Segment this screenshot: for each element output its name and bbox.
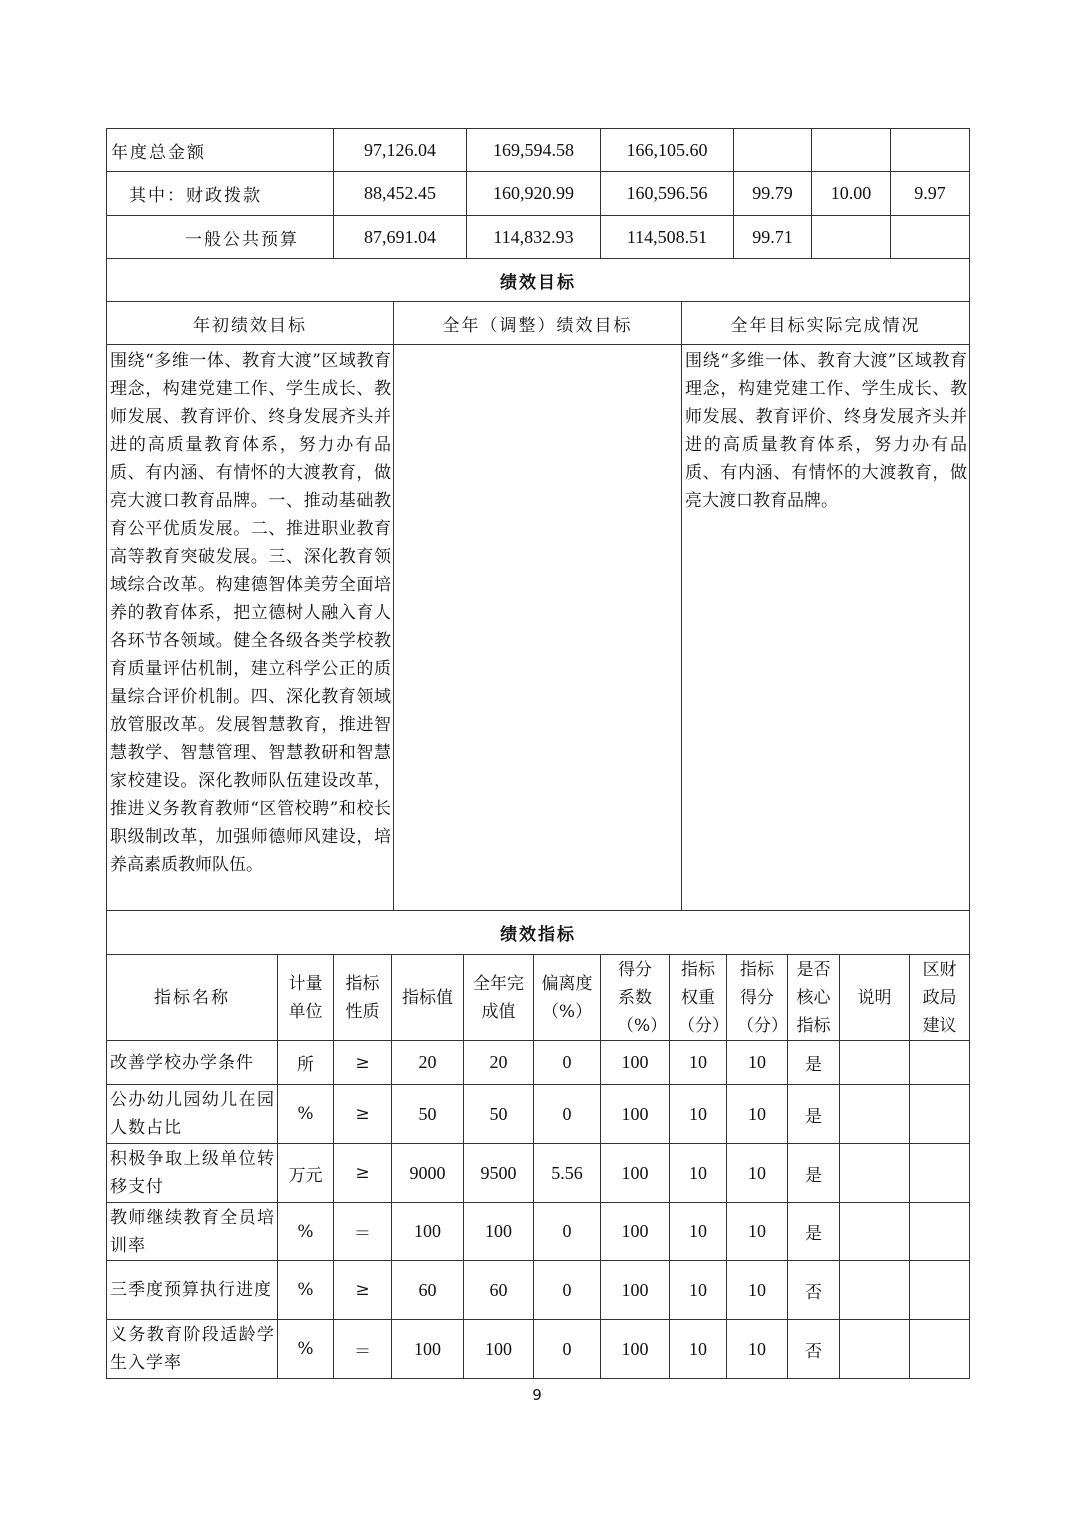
header-indicator-name: 指标名称: [107, 955, 278, 1041]
budget-rate: 99.71: [734, 216, 812, 259]
indicator-row: [107, 1261, 970, 1320]
indicator-name: 三季度预算执行进度: [107, 1261, 278, 1320]
header-coefficient: 得分系数（%）: [601, 955, 670, 1041]
indicator-nature: ≥: [334, 1261, 392, 1320]
budget-rate: 99.79: [734, 172, 812, 216]
indicator-deviation: 0: [534, 1041, 601, 1085]
indicator-unit: 万元: [278, 1144, 334, 1203]
indicator-actual: 60: [464, 1261, 534, 1320]
indicator-advice: [910, 1144, 970, 1203]
indicator-deviation: 5.56: [534, 1144, 601, 1203]
indicator-deviation: 0: [534, 1320, 601, 1379]
header-core: 是否核心指标: [788, 955, 840, 1041]
budget-value: 169,594.58: [467, 129, 601, 172]
indicator-name: 公办幼儿园幼儿在园人数占比: [107, 1085, 278, 1144]
indicator-target: 100: [392, 1320, 464, 1379]
indicator-unit: 所: [278, 1041, 334, 1085]
indicator-nature: ≥: [334, 1144, 392, 1203]
indicator-note: [840, 1320, 910, 1379]
initial-goal-text: 围绕“多维一体、教育大渡”区域教育理念，构建党建工作、学生成长、教师发展、教育评价、终身发展齐头并进的高质量教育体系，努力办有品质、有内涵、有情怀的大渡教育，做亮大渡口教育品牌。一、推动基础教育公平优质发展。二、推进职业教育高等教育突破发展。三、深化教育领域综合改革。构建德智体美劳全面培养的教育体系，把立德树人融入育人各环节各领域。健全各级各类学校教育质量评估机制，建立科学公正的质量综合评价机制。四、深化教育领域放管服改革。发展智慧教育，推进智慧教学、智慧管理、智慧教研和智慧家校建设。深化教师队伍建设改革，推进义务教育教师“区管校聘”和校长职级制改革，加强师德师风建设，培养高素质教师队伍。: [107, 345, 394, 911]
indicator-note: [840, 1261, 910, 1320]
indicator-target: 50: [392, 1085, 464, 1144]
indicator-actual: 100: [464, 1320, 534, 1379]
budget-row-public: [107, 216, 970, 259]
indicator-advice: [910, 1203, 970, 1261]
header-weight: 指标权重（分）: [670, 955, 727, 1041]
indicator-actual: 50: [464, 1085, 534, 1144]
indicator-weight: 10: [670, 1144, 727, 1203]
indicator-target: 9000: [392, 1144, 464, 1203]
indicator-note: [840, 1041, 910, 1085]
indicator-score: 10: [727, 1041, 788, 1085]
header-nature: 指标性质: [334, 955, 392, 1041]
header-actual: 全年完成值: [464, 955, 534, 1041]
col-actual-completion: 全年目标实际完成情况: [682, 302, 970, 345]
indicator-target: 60: [392, 1261, 464, 1320]
budget-value: 87,691.04: [334, 216, 467, 259]
indicator-core: 是: [788, 1144, 840, 1203]
budget-value: 166,105.60: [601, 129, 734, 172]
indicators-section-title: 绩效指标: [107, 911, 970, 955]
budget-value: 97,126.04: [334, 129, 467, 172]
indicator-deviation: 0: [534, 1261, 601, 1320]
indicator-target: 20: [392, 1041, 464, 1085]
goals-section-title: 绩效目标: [107, 259, 970, 302]
header-deviation: 偏离度（%）: [534, 955, 601, 1041]
indicator-name: 积极争取上级单位转移支付: [107, 1144, 278, 1203]
indicators-table: [106, 910, 970, 1379]
budget-rate: [734, 129, 812, 172]
indicator-nature: ＝: [334, 1203, 392, 1261]
col-initial-goal: 年初绩效目标: [107, 302, 394, 345]
indicator-unit: %: [278, 1320, 334, 1379]
budget-score: [891, 216, 970, 259]
indicator-nature: ＝: [334, 1320, 392, 1379]
indicator-core: 否: [788, 1261, 840, 1320]
budget-row-fiscal: [107, 172, 970, 216]
indicator-core: 是: [788, 1085, 840, 1144]
indicator-advice: [910, 1261, 970, 1320]
indicator-core: 是: [788, 1203, 840, 1261]
indicator-row: [107, 1320, 970, 1379]
indicator-weight: 10: [670, 1261, 727, 1320]
budget-weight: [812, 129, 891, 172]
indicator-deviation: 0: [534, 1203, 601, 1261]
header-advice: 区财政局建议: [910, 955, 970, 1041]
budget-value: 114,508.51: [601, 216, 734, 259]
budget-weight: 10.00: [812, 172, 891, 216]
indicator-nature: ≥: [334, 1085, 392, 1144]
indicator-score: 10: [727, 1203, 788, 1261]
indicator-weight: 10: [670, 1320, 727, 1379]
indicator-nature: ≥: [334, 1041, 392, 1085]
indicator-target: 100: [392, 1203, 464, 1261]
indicator-note: [840, 1144, 910, 1203]
indicator-coefficient: 100: [601, 1261, 670, 1320]
indicator-advice: [910, 1041, 970, 1085]
budget-weight: [812, 216, 891, 259]
budget-row-total: [107, 129, 970, 172]
indicator-weight: 10: [670, 1203, 727, 1261]
indicator-coefficient: 100: [601, 1144, 670, 1203]
indicator-advice: [910, 1085, 970, 1144]
budget-table: [106, 128, 970, 259]
indicator-score: 10: [727, 1085, 788, 1144]
budget-value: 160,920.99: [467, 172, 601, 216]
indicator-coefficient: 100: [601, 1320, 670, 1379]
indicator-actual: 9500: [464, 1144, 534, 1203]
budget-value: 160,596.56: [601, 172, 734, 216]
indicator-coefficient: 100: [601, 1203, 670, 1261]
indicator-weight: 10: [670, 1041, 727, 1085]
indicator-advice: [910, 1320, 970, 1379]
indicator-deviation: 0: [534, 1085, 601, 1144]
indicator-core: 否: [788, 1320, 840, 1379]
indicator-score: 10: [727, 1144, 788, 1203]
indicator-row: [107, 1041, 970, 1085]
indicator-unit: %: [278, 1085, 334, 1144]
indicator-core: 是: [788, 1041, 840, 1085]
page-number: 9: [532, 1386, 542, 1404]
budget-value: 114,832.93: [467, 216, 601, 259]
indicator-score: 10: [727, 1320, 788, 1379]
indicator-note: [840, 1085, 910, 1144]
indicator-actual: 20: [464, 1041, 534, 1085]
budget-label: 年度总金额: [107, 129, 334, 172]
header-score: 指标得分（分）: [727, 955, 788, 1041]
actual-completion-text: 围绕“多维一体、教育大渡”区域教育理念，构建党建工作、学生成长、教师发展、教育评价、终身发展齐头并进的高质量教育体系，努力办有品质、有内涵、有情怀的大渡教育，做亮大渡口教育品牌。: [682, 345, 970, 911]
indicator-name: 教师继续教育全员培训率: [107, 1203, 278, 1261]
budget-score: 9.97: [891, 172, 970, 216]
indicator-row: [107, 1203, 970, 1261]
indicator-unit: %: [278, 1261, 334, 1320]
goals-table: [106, 258, 970, 911]
indicator-coefficient: 100: [601, 1041, 670, 1085]
header-target: 指标值: [392, 955, 464, 1041]
col-adjusted-goal: 全年（调整）绩效目标: [394, 302, 682, 345]
header-unit: 计量单位: [278, 955, 334, 1041]
indicators-header-row: [107, 955, 970, 1041]
budget-label: 其中：财政拨款: [107, 172, 334, 216]
header-note: 说明: [840, 955, 910, 1041]
indicator-coefficient: 100: [601, 1085, 670, 1144]
indicator-score: 10: [727, 1261, 788, 1320]
indicator-row: [107, 1144, 970, 1203]
budget-label: 一般公共预算: [107, 216, 334, 259]
budget-score: [891, 129, 970, 172]
adjusted-goal-text: [394, 345, 682, 911]
indicator-unit: %: [278, 1203, 334, 1261]
indicator-note: [840, 1203, 910, 1261]
indicator-row: [107, 1085, 970, 1144]
indicator-name: 义务教育阶段适龄学生入学率: [107, 1320, 278, 1379]
indicator-weight: 10: [670, 1085, 727, 1144]
indicator-name: 改善学校办学条件: [107, 1041, 278, 1085]
budget-value: 88,452.45: [334, 172, 467, 216]
indicator-actual: 100: [464, 1203, 534, 1261]
